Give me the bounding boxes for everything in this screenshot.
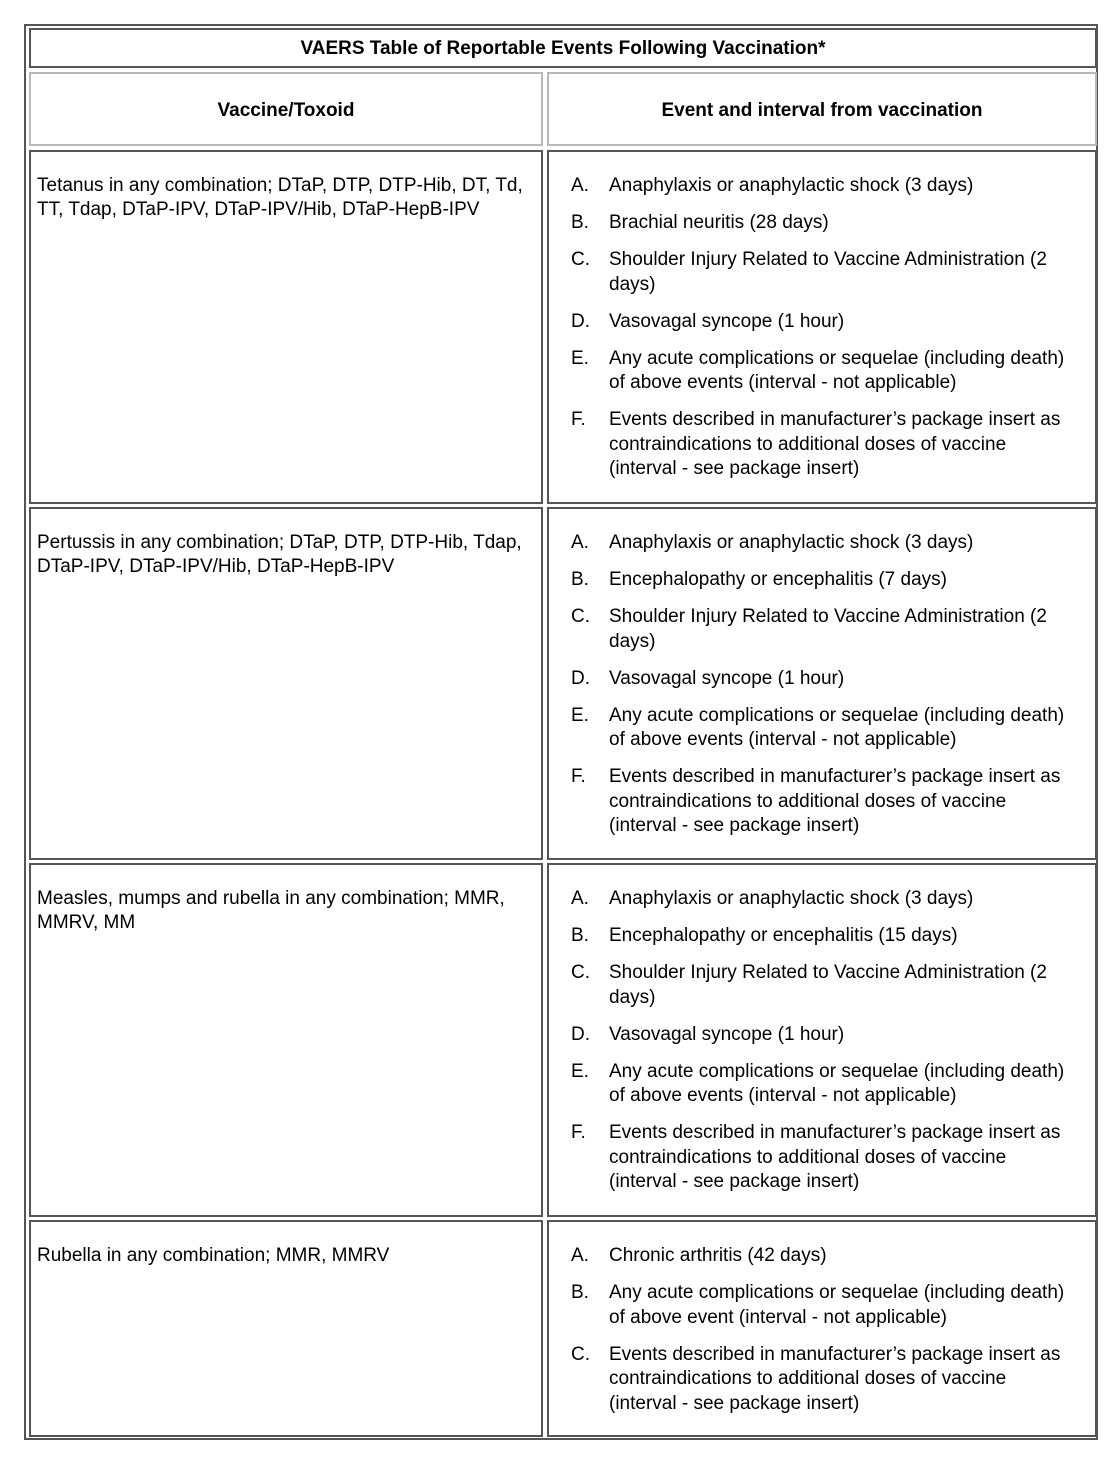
- event-letter: D.: [571, 667, 590, 689]
- event-text: Encephalopathy or encephalitis (7 days): [609, 569, 947, 590]
- event-item: [571, 1343, 1071, 1417]
- vaccine-name: Measles, mumps and rubella in any combination; MMR, MMRV, MM: [37, 888, 505, 933]
- event-text: Chronic arthritis (42 days): [609, 1245, 827, 1266]
- event-letter: B.: [571, 569, 589, 590]
- event-text: Any acute complications or sequelae (including death) of above event (interval - not applicable): [609, 1282, 1065, 1328]
- event-letter: C.: [571, 249, 590, 270]
- event-letter: A.: [571, 175, 589, 196]
- event-list: [571, 887, 1071, 1207]
- event-item: [571, 667, 1071, 692]
- events-cell: [547, 863, 1097, 1217]
- event-letter: A.: [571, 888, 589, 909]
- event-item: [571, 211, 1071, 236]
- events-cell: [547, 507, 1097, 860]
- vaccine-name: Tetanus in any combination; DTaP, DTP, DTP-Hib, DT, Td, TT, Tdap, DTaP-IPV, DTaP-IPV/Hib, DTaP-HepB-IPV: [37, 175, 523, 220]
- event-item: [571, 408, 1071, 482]
- event-item: [571, 605, 1071, 654]
- event-item: [571, 1060, 1071, 1109]
- event-item: [571, 531, 1071, 556]
- event-list: [571, 1244, 1071, 1429]
- vaccine-cell: [29, 150, 543, 504]
- event-letter: C.: [571, 606, 590, 627]
- event-text: Any acute complications or sequelae (including death) of above events (interval - not applicable): [609, 1060, 1065, 1106]
- events-cell: [547, 1220, 1097, 1437]
- table-title: VAERS Table of Reportable Events Following Vaccination*: [300, 38, 826, 59]
- event-item: [571, 347, 1071, 396]
- event-item: [571, 961, 1071, 1010]
- event-item: [571, 310, 1071, 335]
- event-letter: C.: [571, 1343, 590, 1365]
- event-letter: C.: [571, 962, 590, 983]
- event-item: [571, 174, 1071, 199]
- event-text: Shoulder Injury Related to Vaccine Administration (2 days): [609, 249, 1047, 295]
- event-letter: D.: [571, 1023, 590, 1045]
- vaccine-cell: [29, 507, 543, 860]
- event-text: Encephalopathy or encephalitis (15 days): [609, 925, 958, 946]
- event-item: [571, 1121, 1071, 1195]
- event-letter: A.: [571, 1245, 589, 1266]
- event-text: Any acute complications or sequelae (including death) of above events (interval - not applicable): [609, 704, 1065, 750]
- event-text: Any acute complications or sequelae (including death) of above events (interval - not applicable): [609, 347, 1065, 393]
- event-text: Shoulder Injury Related to Vaccine Administration (2 days): [609, 606, 1047, 652]
- event-letter: E.: [571, 1060, 589, 1082]
- event-letter: D.: [571, 310, 590, 332]
- vaccine-cell: [29, 863, 543, 1217]
- event-item: [571, 1244, 1071, 1269]
- event-item: [571, 1281, 1071, 1330]
- event-item: [571, 568, 1071, 593]
- event-letter: E.: [571, 347, 589, 369]
- event-text: Shoulder Injury Related to Vaccine Administration (2 days): [609, 962, 1047, 1008]
- event-text: Anaphylaxis or anaphylactic shock (3 days): [609, 175, 974, 196]
- event-item: [571, 248, 1071, 297]
- event-list: [571, 174, 1071, 494]
- event-item: [571, 887, 1071, 912]
- event-letter: A.: [571, 532, 589, 553]
- event-text: Anaphylaxis or anaphylactic shock (3 days): [609, 532, 974, 553]
- event-letter: B.: [571, 212, 589, 233]
- header-event-cell: [547, 72, 1097, 146]
- vaccine-name: Pertussis in any combination; DTaP, DTP, DTP-Hib, Tdap, DTaP-IPV, DTaP-IPV/Hib, DTaP-HepB-IPV: [37, 532, 522, 577]
- event-item: [571, 704, 1071, 753]
- event-letter: F.: [571, 409, 586, 430]
- events-cell: [547, 150, 1097, 504]
- vaccine-cell: [29, 1220, 543, 1437]
- header-event: Event and interval from vaccination: [661, 100, 983, 121]
- event-text: Brachial neuritis (28 days): [609, 212, 829, 233]
- event-text: Events described in manufacturer’s package insert as contraindications to additional doses of vaccine (interval - see package insert): [609, 766, 1061, 836]
- event-text: Events described in manufacturer’s package insert as contraindications to additional doses of vaccine (interval - see package insert): [609, 1343, 1061, 1414]
- event-letter: F.: [571, 766, 586, 787]
- event-letter: F.: [571, 1122, 586, 1143]
- table-title-cell: [29, 28, 1097, 68]
- vaccine-name: Rubella in any combination; MMR, MMRV: [37, 1245, 390, 1266]
- event-text: Anaphylaxis or anaphylactic shock (3 days): [609, 888, 974, 909]
- event-item: [571, 1023, 1071, 1048]
- event-text: Events described in manufacturer’s package insert as contraindications to additional doses of vaccine (interval - see package insert): [609, 409, 1061, 479]
- event-text: Vasovagal syncope (1 hour): [609, 667, 845, 689]
- header-vaccine: Vaccine/Toxoid: [217, 100, 355, 121]
- event-letter: B.: [571, 925, 589, 946]
- event-letter: E.: [571, 704, 589, 726]
- event-item: [571, 924, 1071, 949]
- event-text: Vasovagal syncope (1 hour): [609, 1023, 845, 1045]
- event-item: [571, 765, 1071, 839]
- event-list: [571, 531, 1071, 851]
- header-vaccine-cell: [29, 72, 543, 146]
- event-text: Vasovagal syncope (1 hour): [609, 310, 845, 332]
- event-text: Events described in manufacturer’s package insert as contraindications to additional doses of vaccine (interval - see package insert): [609, 1122, 1061, 1192]
- event-letter: B.: [571, 1282, 589, 1303]
